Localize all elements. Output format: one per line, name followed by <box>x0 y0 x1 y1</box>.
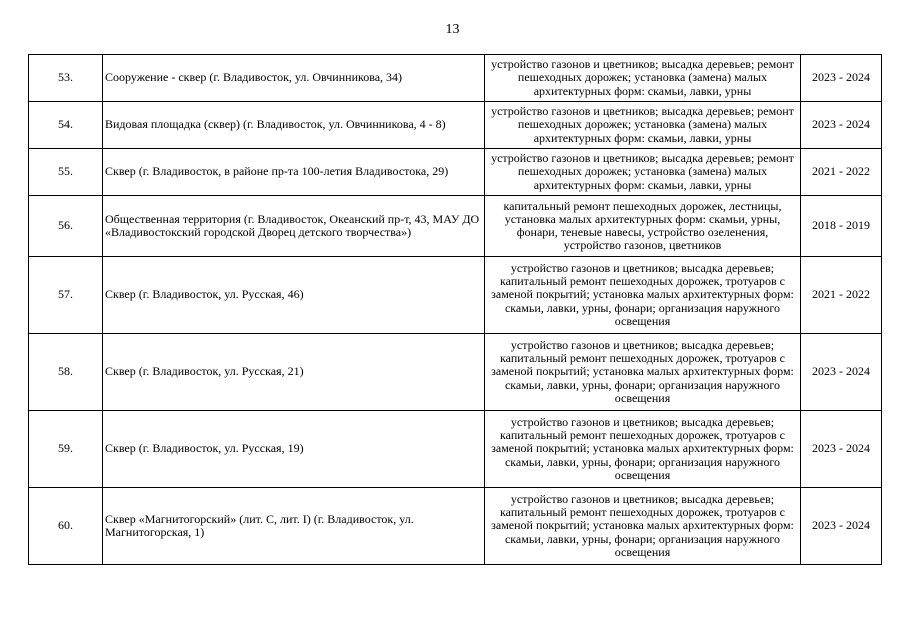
row-number: 53. <box>29 55 103 102</box>
works-description: устройство газонов и цветников; высадка деревьев; капитальный ремонт пешеходных дорожек, тротуаров с заменой покрытий; установка малых архитектурных форм: скамьи, лавки, урны, фонари; организация наружного освещения <box>485 411 801 488</box>
table-row <box>29 411 882 488</box>
row-number: 59. <box>29 411 103 488</box>
implementation-period: 2023 - 2024 <box>801 488 882 565</box>
row-number: 54. <box>29 102 103 149</box>
territory-name: Сквер (г. Владивосток, ул. Русская, 19) <box>103 411 485 488</box>
territory-name: Видовая площадка (сквер) (г. Владивосток, ул. Овчинникова, 4 - 8) <box>103 102 485 149</box>
implementation-period: 2023 - 2024 <box>801 55 882 102</box>
works-description: устройство газонов и цветников; высадка деревьев; капитальный ремонт пешеходных дорожек, тротуаров с заменой покрытий; установка малых архитектурных форм: скамьи, лавки, урны, фонари; организация наружного освещения <box>485 488 801 565</box>
territory-name: Сквер «Магнитогорский» (лит. С, лит. I) (г. Владивосток, ул. Магнитогорская, 1) <box>103 488 485 565</box>
table-row <box>29 149 882 196</box>
implementation-period: 2018 - 2019 <box>801 196 882 257</box>
table-row <box>29 55 882 102</box>
table-row <box>29 488 882 565</box>
works-description: устройство газонов и цветников; высадка деревьев; капитальный ремонт пешеходных дорожек, тротуаров с заменой покрытий; установка малых архитектурных форм: скамьи, лавки, урны, фонари; организация наружного освещения <box>485 334 801 411</box>
works-description: устройство газонов и цветников; высадка деревьев; ремонт пешеходных дорожек; установка (замена) малых архитектурных форм: скамьи, лавки, урны <box>485 149 801 196</box>
row-number: 60. <box>29 488 103 565</box>
row-number: 57. <box>29 257 103 334</box>
improvement-plan-table <box>28 54 882 565</box>
territory-name: Сквер (г. Владивосток, в районе пр-та 100-летия Владивостока, 29) <box>103 149 485 196</box>
works-description: устройство газонов и цветников; высадка деревьев; капитальный ремонт пешеходных дорожек, тротуаров с заменой покрытий; установка малых архитектурных форм: скамьи, лавки, урны, фонари; организация наружного освещения <box>485 257 801 334</box>
works-description: устройство газонов и цветников; высадка деревьев; ремонт пешеходных дорожек; установка (замена) малых архитектурных форм: скамьи, лавки, урны <box>485 55 801 102</box>
implementation-period: 2021 - 2022 <box>801 257 882 334</box>
territory-name: Сквер (г. Владивосток, ул. Русская, 46) <box>103 257 485 334</box>
territory-name: Сквер (г. Владивосток, ул. Русская, 21) <box>103 334 485 411</box>
works-description: устройство газонов и цветников; высадка деревьев; ремонт пешеходных дорожек; установка (замена) малых архитектурных форм: скамьи, лавки, урны <box>485 102 801 149</box>
page-number: 13 <box>445 22 460 37</box>
implementation-period: 2023 - 2024 <box>801 102 882 149</box>
row-number: 58. <box>29 334 103 411</box>
implementation-period: 2023 - 2024 <box>801 411 882 488</box>
implementation-period: 2023 - 2024 <box>801 334 882 411</box>
table-row <box>29 102 882 149</box>
table-row <box>29 257 882 334</box>
implementation-period: 2021 - 2022 <box>801 149 882 196</box>
territory-name: Общественная территория (г. Владивосток, Океанский пр-т, 43, МАУ ДО «Владивостокский городской Дворец детского творчества») <box>103 196 485 257</box>
row-number: 55. <box>29 149 103 196</box>
table-row <box>29 334 882 411</box>
territory-name: Сооружение - сквер (г. Владивосток, ул. Овчинникова, 34) <box>103 55 485 102</box>
table-row <box>29 196 882 257</box>
works-description: капитальный ремонт пешеходных дорожек, лестницы, установка малых архитектурных форм: скамьи, урны, фонари, теневые навесы, устройство озеленения, устройство газонов, цветников <box>485 196 801 257</box>
row-number: 56. <box>29 196 103 257</box>
